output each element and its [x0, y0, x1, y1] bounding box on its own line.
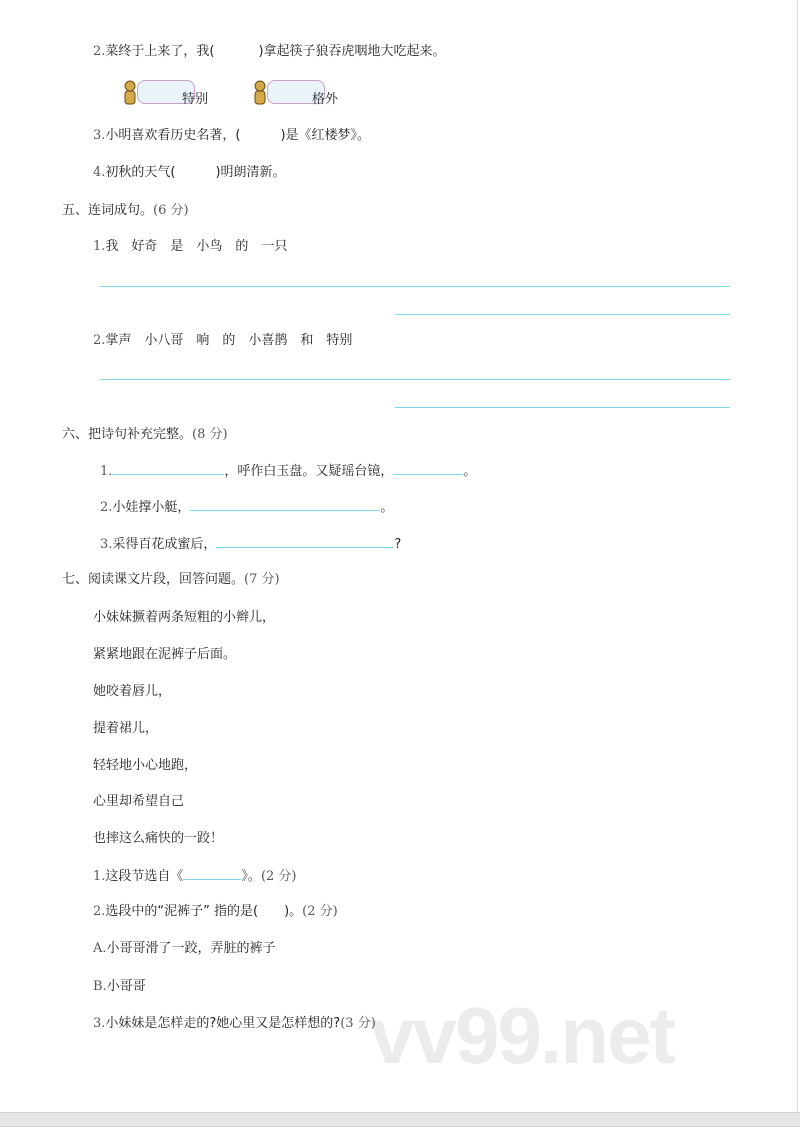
- item-text: 这段节选自《: [105, 869, 184, 884]
- q6-item1: [100, 462, 476, 481]
- section-score: (8 分): [192, 427, 228, 442]
- section-title: 七、阅读课文片段，回答问题。: [62, 572, 245, 587]
- q5-item1: [93, 238, 287, 256]
- item-text: 小明喜欢看历史名著，(: [105, 128, 241, 143]
- passage-line: 小妹妹撅着两条短粗的小辫儿，: [93, 610, 276, 625]
- answer-line[interactable]: [393, 462, 463, 475]
- item-number: 3.: [93, 128, 106, 143]
- q6-item3: [100, 535, 401, 554]
- item-text: 掌声 小八哥 响 的 小喜鹊 和 特别: [105, 333, 353, 348]
- passage-line: 心里却希望自己: [93, 794, 185, 809]
- item-score: (2 分): [302, 904, 338, 919]
- q4-item2: [93, 43, 446, 61]
- item-number: 2.: [93, 333, 106, 348]
- item-number: 1.: [100, 464, 113, 479]
- option-text: 小哥哥滑了一跤，弄脏的裤子: [106, 941, 276, 956]
- item-score: (3 分): [340, 1016, 376, 1031]
- answer-line[interactable]: [190, 498, 380, 511]
- item-score: (2 分): [260, 869, 297, 884]
- q4-item3: [93, 127, 370, 145]
- q7-sub2: [93, 903, 338, 921]
- passage-line: 轻轻地小心地跑，: [93, 758, 198, 773]
- item-number: 2.: [100, 500, 113, 515]
- page-separator: [0, 1112, 800, 1127]
- q4-item4: [93, 164, 286, 182]
- section-7-title: [62, 571, 280, 589]
- dog-icon: [122, 80, 138, 106]
- option-text: 特别: [182, 92, 209, 107]
- item-text: 采得百花成蜜后，: [112, 537, 217, 552]
- q6-item2: [100, 498, 393, 517]
- section-title: 五、连词成句。: [62, 203, 154, 218]
- answer-line[interactable]: [395, 314, 730, 315]
- item-number: 3.: [100, 537, 113, 552]
- item-text: 》。: [241, 869, 261, 884]
- item-number: 4.: [93, 165, 106, 180]
- option-a[interactable]: [93, 940, 276, 958]
- item-text: ，呼作白玉盘。又疑瑶台镜，: [224, 464, 394, 479]
- section-score: (6 分): [153, 203, 189, 218]
- item-text: 选段中的“泥裤子” 指的是( )。: [105, 904, 303, 919]
- answer-line[interactable]: [216, 535, 394, 548]
- item-text: 小娃撑小艇，: [112, 500, 191, 515]
- section-5-title: [62, 202, 189, 220]
- passage-line: 她咬着唇儿，: [93, 684, 172, 699]
- item-number: 1.: [93, 239, 106, 254]
- item-text: 菜终于上来了，我(: [105, 44, 215, 59]
- watermark: vv99.net: [370, 991, 675, 1080]
- section-title: 六、把诗句补充完整。: [62, 427, 193, 442]
- section-score: (7 分): [244, 572, 280, 587]
- item-text: ?: [394, 537, 402, 552]
- option-b[interactable]: [93, 978, 146, 996]
- section-6-title: [62, 426, 228, 444]
- item-text: )拿起筷子狼吞虎咽地大吃起来。: [258, 44, 446, 59]
- answer-line[interactable]: [100, 379, 730, 380]
- page-border: [797, 0, 798, 1112]
- item-text: 我 好奇 是 小鸟 的 一只: [105, 239, 288, 254]
- item-number: 1.: [93, 869, 106, 884]
- answer-line[interactable]: [112, 462, 224, 475]
- q7-sub3: [93, 1015, 376, 1033]
- passage-line: 紧紧地跟在泥裤子后面。: [93, 647, 237, 662]
- item-text: )明朗清新。: [215, 165, 286, 180]
- q7-sub1: [93, 867, 297, 886]
- item-text: 初秋的天气(: [105, 165, 176, 180]
- passage-line: 提着裙儿，: [93, 721, 159, 736]
- answer-line[interactable]: [183, 867, 241, 880]
- item-number: 2.: [93, 904, 106, 919]
- item-number: 3.: [93, 1016, 106, 1031]
- answer-line[interactable]: [395, 407, 730, 408]
- item-text: 。: [380, 500, 394, 515]
- answer-line[interactable]: [100, 286, 730, 287]
- item-text: )是《红楼梦》。: [280, 128, 371, 143]
- item-text: 。: [463, 464, 477, 479]
- option-text: 小哥哥: [106, 979, 146, 994]
- item-number: 2.: [93, 44, 106, 59]
- q5-item2: [93, 332, 352, 350]
- item-text: 小妹妹是怎样走的?她心里又是怎样想的?: [105, 1016, 341, 1031]
- dog-icon: [252, 80, 268, 106]
- option-letter: B.: [93, 979, 107, 994]
- option-letter: A.: [93, 941, 107, 956]
- option-text: 格外: [312, 92, 339, 107]
- passage-line: 也摔这么痛快的一跤！: [93, 831, 224, 846]
